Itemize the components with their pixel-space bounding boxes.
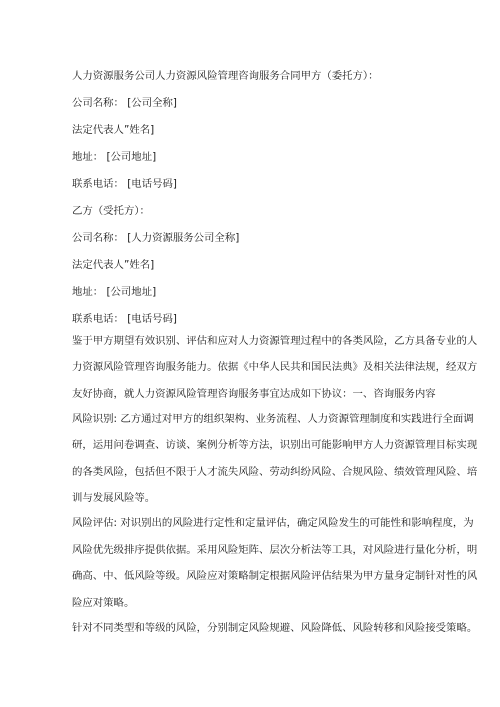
- contract-title: 人力资源服务公司人力资源风险管理咨询服务合同甲方（委托方）：: [72, 70, 379, 82]
- paragraph-risk-strategy: [72, 621, 478, 635]
- paragraph-line: 险应对策略。: [72, 596, 135, 609]
- paragraph-risk-identification: [72, 412, 478, 506]
- party-b-phone: 联系电话： [电话号码]: [72, 313, 177, 325]
- paragraph-risk-assessment: [72, 517, 478, 610]
- party-b-legal-rep: 法定代表人”姓名]: [72, 259, 155, 271]
- paragraph-line: 训与发展风险等。: [72, 492, 156, 504]
- party-a-company: 公司名称： [公司全称]: [72, 97, 177, 109]
- paragraph-line: 针对不同类型和等级的风险，分别制定风险规避、风险降低、风险转移和风险接受策略。: [72, 621, 478, 634]
- paragraph-line: 风险识别: 乙方通过对甲方的组织架构、业务流程、人力资源管理制度和实践进行全面调: [72, 412, 474, 425]
- party-a-phone: 联系电话： [电话号码]: [72, 178, 177, 190]
- party-a-address: 地址： [公司地址]: [72, 151, 157, 163]
- paragraph-line: 风险评估: 对识别出的风险进行定性和定量评估，确定风险发生的可能性和影响程度，为: [72, 517, 474, 529]
- paragraph-line: 风险优先级排序提供依据。采用风险矩阵、层次分析法等工具，对风险进行量化分析，明: [72, 543, 478, 556]
- paragraph-line: 的各类风险，包括但不限于人才流失风险、劳动纠纷风险、合规风险、绩效管理风险、培: [72, 465, 478, 478]
- paragraph-line: 研，运用问卷调查、访谈、案例分析等方法，识别出可能影响甲方人力资源管理目标实现: [72, 439, 478, 451]
- paragraph-line: 友好协商，就人力资源风险管理咨询服务事宜达成如下协议：一、咨询服务内容: [72, 387, 436, 400]
- party-b-address: 地址： [公司地址]: [72, 286, 157, 298]
- paragraph-line: 力资源风险管理咨询服务能力。依据《中华人民共和国民法典》及相关法律法规，经双方: [72, 361, 478, 373]
- paragraph-line: 鉴于甲方期望有效识别、评估和应对人力资源管理过程中的各类风险，乙方具备专业的人: [72, 334, 478, 347]
- paragraph-line: 确高、中、低风险等级。风险应对策略制定根据风险评估结果为甲方量身定制针对性的风: [72, 570, 478, 582]
- paragraph-recital: [72, 334, 478, 401]
- party-a-legal-rep: 法定代表人”姓名]: [72, 124, 155, 136]
- party-b-heading: 乙方（受托方）：: [72, 205, 150, 217]
- party-b-company: 公司名称： [人力资源服务公司全称]: [72, 232, 240, 244]
